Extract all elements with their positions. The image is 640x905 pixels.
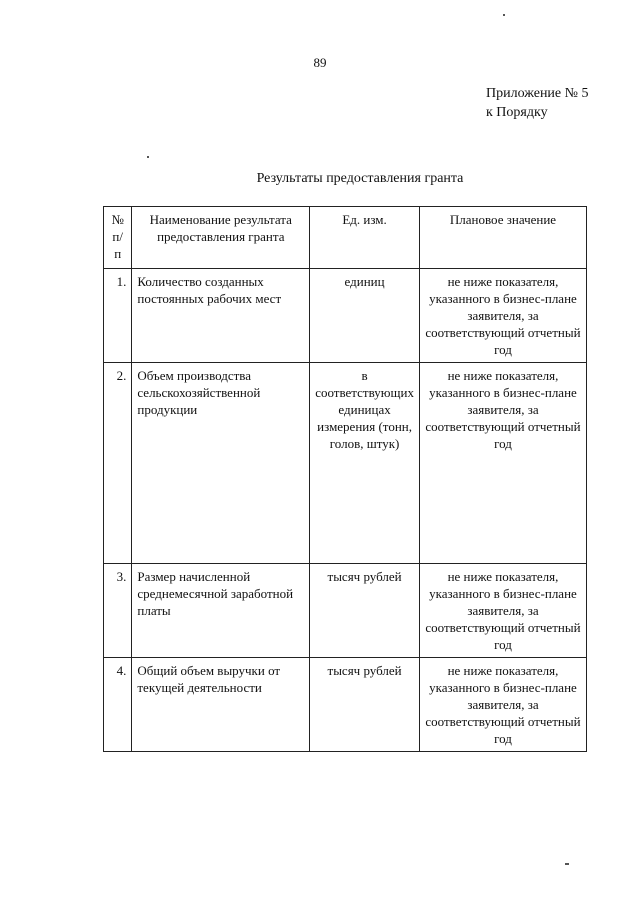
row-planned-value: не ниже показателя, указанного в бизнес-плане заявителя, за соответствующий отчетный год <box>419 363 586 564</box>
row-unit: тысяч рублей <box>310 564 420 658</box>
grant-results-table <box>103 206 587 752</box>
row-unit: единиц <box>310 269 420 363</box>
row-number: 1. <box>104 269 132 363</box>
scan-speck <box>147 156 149 158</box>
table-row <box>104 658 587 752</box>
header-number: № п/п <box>104 207 132 269</box>
appendix-line-2: к Порядку <box>486 105 548 120</box>
header-unit: Ед. изм. <box>310 207 420 269</box>
row-result-name: Количество созданных постоянных рабочих мест <box>132 269 310 363</box>
row-result-name: Размер начисленной среднемесячной заработной платы <box>132 564 310 658</box>
row-planned-value: не ниже показателя, указанного в бизнес-плане заявителя, за соответствующий отчетный год <box>419 269 586 363</box>
row-planned-value: не ниже показателя, указанного в бизнес-плане заявителя, за соответствующий отчетный год <box>419 564 586 658</box>
row-number: 4. <box>104 658 132 752</box>
table-row <box>104 269 587 363</box>
appendix-heading <box>486 84 589 122</box>
row-planned-value: не ниже показателя, указанного в бизнес-плане заявителя, за соответствующий отчетный год <box>419 658 586 752</box>
row-unit: в соответствующих единицах измерения (тонн, голов, штук) <box>310 363 420 564</box>
scan-speck <box>503 14 505 16</box>
table-row <box>104 363 587 564</box>
scan-speck <box>565 863 569 865</box>
row-number: 3. <box>104 564 132 658</box>
row-result-name: Объем производства сельскохозяйственной продукции <box>132 363 310 564</box>
table-row <box>104 564 587 658</box>
header-result-name: Наименование результата предоставления гранта <box>132 207 310 269</box>
document-title: Результаты предоставления гранта <box>256 171 464 186</box>
page-number: 89 <box>313 55 327 70</box>
appendix-line-1: Приложение № 5 <box>486 86 589 101</box>
row-unit: тысяч рублей <box>310 658 420 752</box>
header-planned-value: Плановое значение <box>419 207 586 269</box>
table-header-row <box>104 207 587 269</box>
row-number: 2. <box>104 363 132 564</box>
row-result-name: Общий объем выручки от текущей деятельности <box>132 658 310 752</box>
